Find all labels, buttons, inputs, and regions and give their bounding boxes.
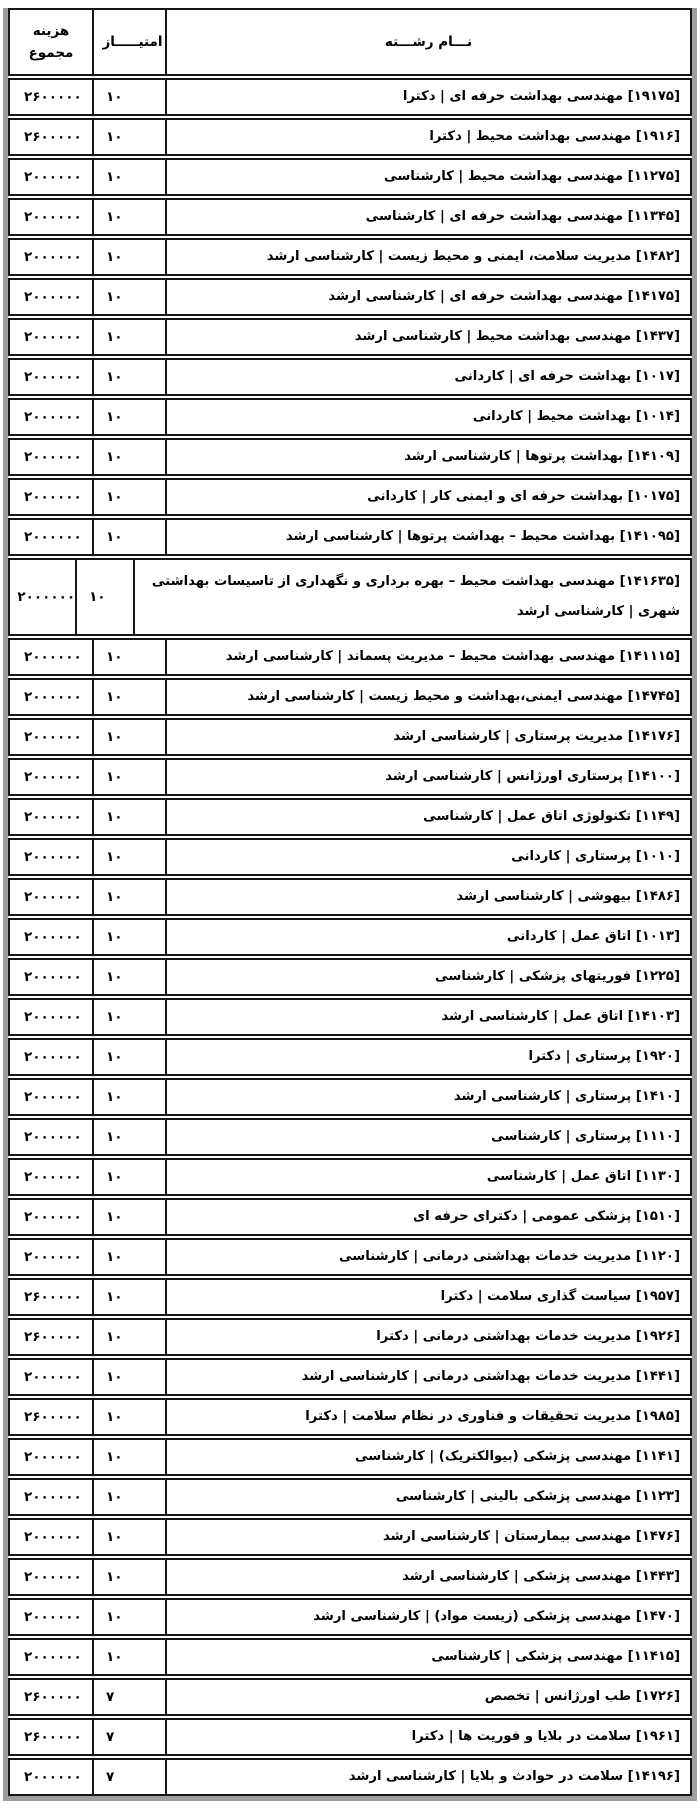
row-score xyxy=(94,1360,167,1394)
row-field-name: [۱۴۷۰] مهندسی پزشکی (زیست مواد) | کارشناسی ارشد xyxy=(313,1609,680,1624)
fee-table-frame xyxy=(3,8,697,1801)
row-score-value: ۱۰ xyxy=(106,409,123,425)
row-score xyxy=(94,520,167,554)
row-cost-value: ۲۰۰۰۰۰۰ xyxy=(24,769,82,785)
row-total-cost xyxy=(10,1080,94,1114)
row-cost-value: ۲۰۰۰۰۰۰ xyxy=(24,1169,82,1185)
table-row xyxy=(8,758,692,796)
row-score xyxy=(94,1000,167,1034)
row-total-cost xyxy=(10,1720,94,1754)
row-score-value: ۱۰ xyxy=(106,1089,123,1105)
header-score-label: امتیـــــاز xyxy=(102,34,163,50)
row-score xyxy=(94,1400,167,1434)
row-score-value: ۷ xyxy=(106,1689,115,1705)
row-total-cost xyxy=(10,880,94,914)
row-cost-value: ۲۰۰۰۰۰۰ xyxy=(24,809,82,825)
table-row xyxy=(8,198,692,236)
row-score xyxy=(94,800,167,834)
row-score xyxy=(94,1680,167,1714)
table-row xyxy=(8,1398,692,1436)
row-total-cost xyxy=(10,1640,94,1674)
table-row xyxy=(8,1318,692,1356)
row-score-value: ۱۰ xyxy=(106,889,123,905)
row-score-value: ۱۰ xyxy=(106,769,123,785)
table-row xyxy=(8,1278,692,1316)
row-cost-value: ۲۰۰۰۰۰۰ xyxy=(24,1249,82,1265)
row-score-value: ۱۰ xyxy=(106,1129,123,1145)
row-cost-value: ۲۶۰۰۰۰۰ xyxy=(24,89,82,105)
row-cost-value: ۲۰۰۰۰۰۰ xyxy=(24,249,82,265)
row-cost-value: ۲۰۰۰۰۰۰ xyxy=(24,1209,82,1225)
row-score-value: ۱۰ xyxy=(106,169,123,185)
table-row xyxy=(8,478,692,516)
header-cost-line2: مجموع xyxy=(28,45,74,61)
row-score-value: ۱۰ xyxy=(106,529,123,545)
table-row xyxy=(8,718,692,756)
row-score xyxy=(94,1080,167,1114)
row-score xyxy=(94,1320,167,1354)
row-score-value: ۱۰ xyxy=(106,329,123,345)
table-row xyxy=(8,918,692,956)
row-total-cost xyxy=(10,1240,94,1274)
table-row xyxy=(8,558,692,636)
row-cost-value: ۲۶۰۰۰۰۰ xyxy=(24,1329,82,1345)
row-total-cost xyxy=(10,1280,94,1314)
row-score-value: ۱۰ xyxy=(106,1329,123,1345)
row-score-value: ۱۰ xyxy=(106,809,123,825)
table-row xyxy=(8,1158,692,1196)
row-cost-value: ۲۰۰۰۰۰۰ xyxy=(24,1529,82,1545)
row-score-value: ۱۰ xyxy=(106,1569,123,1585)
header-score xyxy=(94,10,167,74)
row-total-cost xyxy=(10,320,94,354)
row-cost-value: ۲۰۰۰۰۰۰ xyxy=(24,689,82,705)
row-field-name: [۱۴۱۰] پرستاری | کارشناسی ارشد xyxy=(453,1089,680,1104)
row-field-name: [۱۴۱۷۶] مدیریت پرستاری | کارشناسی ارشد xyxy=(393,729,680,744)
table-row xyxy=(8,158,692,196)
table-row xyxy=(8,1478,692,1516)
row-score-value: ۱۰ xyxy=(106,129,123,145)
row-total-cost xyxy=(10,1160,94,1194)
row-cost-value: ۲۰۰۰۰۰۰ xyxy=(24,929,82,945)
table-row xyxy=(8,518,692,556)
row-score xyxy=(94,80,167,114)
row-score-value: ۱۰ xyxy=(106,929,123,945)
row-field-name: [۱۱۱۰] پرستاری | کارشناسی xyxy=(491,1129,680,1144)
row-field-name: [۱۹۲۰] پرستاری | دکترا xyxy=(528,1049,680,1064)
row-score xyxy=(94,1600,167,1634)
row-field-name: [۱۰۱۳] اتاق عمل | کاردانی xyxy=(506,929,680,944)
row-cost-value: ۲۰۰۰۰۰۰ xyxy=(24,369,82,385)
row-total-cost xyxy=(10,1480,94,1514)
row-total-cost xyxy=(10,1120,94,1154)
row-cost-value: ۲۶۰۰۰۰۰ xyxy=(24,129,82,145)
row-cost-value: ۲۰۰۰۰۰۰ xyxy=(24,409,82,425)
table-row xyxy=(8,638,692,676)
row-field-name: [۱۰۱۰] پرستاری | کاردانی xyxy=(511,849,680,864)
row-score-value: ۱۰ xyxy=(106,289,123,305)
table-row xyxy=(8,958,692,996)
row-field-name: [۱۰۱۷] بهداشت حرفه ای | کاردانی xyxy=(454,369,680,384)
row-cost-value: ۲۰۰۰۰۰۰ xyxy=(24,1049,82,1065)
table-row xyxy=(8,1598,692,1636)
row-score xyxy=(94,160,167,194)
row-score xyxy=(94,1280,167,1314)
table-row xyxy=(8,438,692,476)
row-score-value: ۱۰ xyxy=(106,849,123,865)
row-score xyxy=(94,1160,167,1194)
row-score-value: ۱۰ xyxy=(106,249,123,265)
row-field-name: [۱۹۱۶] مهندسی بهداشت محیط | دکترا xyxy=(429,129,680,144)
table-row xyxy=(8,878,692,916)
row-cost-value: ۲۰۰۰۰۰۰ xyxy=(24,849,82,865)
table-row xyxy=(8,1238,692,1276)
row-cost-value: ۲۰۰۰۰۰۰ xyxy=(24,1609,82,1625)
row-total-cost xyxy=(10,520,94,554)
table-row xyxy=(8,318,692,356)
row-score-value: ۱۰ xyxy=(106,1009,123,1025)
table-row xyxy=(8,1078,692,1116)
row-score-value: ۱۰ xyxy=(106,369,123,385)
table-row xyxy=(8,1038,692,1076)
row-score xyxy=(94,720,167,754)
row-score xyxy=(94,440,167,474)
row-total-cost xyxy=(10,1440,94,1474)
row-cost-value: ۲۰۰۰۰۰۰ xyxy=(24,489,82,505)
row-total-cost xyxy=(10,280,94,314)
table-row xyxy=(8,398,692,436)
row-score-value: ۱۰ xyxy=(106,1449,123,1465)
row-field-name: [۱۵۱۰] پزشکی عمومی | دکترای حرفه ای xyxy=(413,1209,680,1224)
row-total-cost xyxy=(10,560,77,634)
row-field-name: [۱۴۴۱] مدیریت خدمات بهداشتی درمانی | کارشناسی ارشد xyxy=(301,1369,680,1384)
row-cost-value: ۲۰۰۰۰۰۰ xyxy=(24,1369,82,1385)
table-row xyxy=(8,78,692,116)
row-cost-value: ۲۰۰۰۰۰۰ xyxy=(17,589,76,605)
row-cost-value: ۲۶۰۰۰۰۰ xyxy=(24,1689,82,1705)
row-field-name: [۱۱۲۳] مهندسی پزشکی بالینی | کارشناسی xyxy=(395,1489,680,1504)
row-score-value: ۱۰ xyxy=(106,1409,123,1425)
row-total-cost xyxy=(10,1040,94,1074)
table-row xyxy=(8,678,692,716)
row-score-value: ۱۰ xyxy=(106,969,123,985)
row-field-name: [۱۱۳۴۵] مهندسی بهداشت حرفه ای | کارشناسی xyxy=(365,209,680,224)
row-score xyxy=(94,640,167,674)
row-field-name: [۱۴۳۷] مهندسی بهداشت محیط | کارشناسی ارشد xyxy=(354,329,680,344)
row-field-name: [۱۱۳۰] اتاق عمل | کارشناسی xyxy=(486,1169,680,1184)
row-cost-value: ۲۰۰۰۰۰۰ xyxy=(24,1649,82,1665)
table-row xyxy=(8,1198,692,1236)
row-total-cost xyxy=(10,120,94,154)
row-total-cost xyxy=(10,1600,94,1634)
row-field-name: [۱۱۴۹] تکنولوژی اتاق عمل | کارشناسی xyxy=(423,809,680,824)
row-field-name: [۱۰۱۴] بهداشت محیط | کاردانی xyxy=(472,409,680,424)
row-total-cost xyxy=(10,640,94,674)
row-score-value: ۱۰ xyxy=(106,1209,123,1225)
row-cost-value: ۲۰۰۰۰۰۰ xyxy=(24,1129,82,1145)
row-field-name: [۱۴۱۱۱۵] مهندسی بهداشت محیط – مدیریت پسماند | کارشناسی ارشد xyxy=(225,649,680,664)
row-cost-value: ۲۰۰۰۰۰۰ xyxy=(24,209,82,225)
row-score xyxy=(94,1640,167,1674)
row-field-name: [۱۱۴۱] مهندسی پزشکی (بیوالکتریک) | کارشناسی xyxy=(354,1449,680,1464)
row-score xyxy=(94,880,167,914)
row-score-value: ۱۰ xyxy=(106,1289,123,1305)
row-score xyxy=(94,1760,167,1794)
table-row xyxy=(8,998,692,1036)
row-total-cost xyxy=(10,400,94,434)
row-total-cost xyxy=(10,680,94,714)
row-score-value: ۱۰ xyxy=(106,1249,123,1265)
table-row xyxy=(8,1518,692,1556)
table-row xyxy=(8,1118,692,1156)
row-score-value: ۱۰ xyxy=(106,1489,123,1505)
row-score xyxy=(94,1120,167,1154)
table-row xyxy=(8,798,692,836)
row-score xyxy=(94,240,167,274)
row-total-cost xyxy=(10,480,94,514)
row-score xyxy=(94,1240,167,1274)
row-total-cost xyxy=(10,720,94,754)
row-score xyxy=(94,1560,167,1594)
header-total-cost xyxy=(10,10,94,74)
row-score xyxy=(94,280,167,314)
row-score xyxy=(94,120,167,154)
table-row xyxy=(8,118,692,156)
row-field-name: [۱۴۱۰۳] اتاق عمل | کارشناسی ارشد xyxy=(441,1009,680,1024)
row-total-cost xyxy=(10,1560,94,1594)
row-score xyxy=(94,1040,167,1074)
row-total-cost xyxy=(10,200,94,234)
row-cost-value: ۲۰۰۰۰۰۰ xyxy=(24,889,82,905)
row-cost-value: ۲۰۰۰۰۰۰ xyxy=(24,729,82,745)
row-score xyxy=(94,1520,167,1554)
row-total-cost xyxy=(10,440,94,474)
row-total-cost xyxy=(10,1400,94,1434)
table-row xyxy=(8,1358,692,1396)
row-field-name: [۱۴۱۰۹] بهداشت پرتوها | کارشناسی ارشد xyxy=(404,449,680,464)
row-field-name: [۱۴۸۲] مدیریت سلامت، ایمنی و محیط زیست | کارشناسی ارشد xyxy=(266,249,680,264)
row-cost-value: ۲۰۰۰۰۰۰ xyxy=(24,1569,82,1585)
row-total-cost xyxy=(10,1200,94,1234)
row-field-name: [۱۰۱۷۵] بهداشت حرفه ای و ایمنی کار | کاردانی xyxy=(367,489,680,504)
row-total-cost xyxy=(10,240,94,274)
table-row xyxy=(8,1638,692,1676)
row-field-name: [۱۴۱۶۳۵] مهندسی بهداشت محیط – بهره برداری و نگهداری از تاسیسات بهداشتی شهری | کارشناسی ارشد xyxy=(151,574,680,619)
row-field-name: [۱۴۷۶] مهندسی بیمارستان | کارشناسی ارشد xyxy=(382,1529,680,1544)
row-score-value: ۱۰ xyxy=(106,1649,123,1665)
row-field-name: [۱۴۴۳] مهندسی پزشکی | کارشناسی ارشد xyxy=(402,1569,680,1584)
row-cost-value: ۲۶۰۰۰۰۰ xyxy=(24,1289,82,1305)
row-score-value: ۱۰ xyxy=(106,729,123,745)
row-score-value: ۱۰ xyxy=(106,1369,123,1385)
row-field-name: [۱۹۵۷] سیاست گذاری سلامت | دکترا xyxy=(440,1289,680,1304)
row-score-value: ۷ xyxy=(106,1769,115,1785)
row-score-value: ۱۰ xyxy=(106,1049,123,1065)
row-cost-value: ۲۰۰۰۰۰۰ xyxy=(24,449,82,465)
table-row xyxy=(8,238,692,276)
row-score-value: ۱۰ xyxy=(106,209,123,225)
row-field-name: [۱۴۱۰۹۵] بهداشت محیط – بهداشت پرتوها | کارشناسی ارشد xyxy=(285,529,680,544)
row-field-name: [۱۷۲۶] طب اورژانس | تخصص xyxy=(484,1689,680,1704)
row-field-name: [۱۱۲۰] مدیریت خدمات بهداشتی درمانی | کارشناسی xyxy=(338,1249,680,1264)
row-field-name: [۱۹۱۷۵] مهندسی بهداشت حرفه ای | دکترا xyxy=(402,89,680,104)
row-field-name: [۱۱۲۷۵] مهندسی بهداشت محیط | کارشناسی xyxy=(384,169,680,184)
row-total-cost xyxy=(10,960,94,994)
row-score xyxy=(94,760,167,794)
row-score-value: ۱۰ xyxy=(106,1609,123,1625)
row-field-name: [۱۴۱۹۶] سلامت در حوادث و بلایا | کارشناسی ارشد xyxy=(348,1769,680,1784)
row-score xyxy=(94,1440,167,1474)
row-total-cost xyxy=(10,1520,94,1554)
row-total-cost xyxy=(10,760,94,794)
row-cost-value: ۲۰۰۰۰۰۰ xyxy=(24,1489,82,1505)
row-score xyxy=(94,480,167,514)
table-body xyxy=(8,78,692,1796)
row-score xyxy=(77,560,135,634)
row-total-cost xyxy=(10,840,94,874)
row-score xyxy=(94,960,167,994)
row-cost-value: ۲۰۰۰۰۰۰ xyxy=(24,1089,82,1105)
row-score-value: ۷ xyxy=(106,1729,115,1745)
row-cost-value: ۲۰۰۰۰۰۰ xyxy=(24,329,82,345)
row-cost-value: ۲۰۰۰۰۰۰ xyxy=(24,169,82,185)
row-field-name: [۱۲۲۵] فوریتهای پزشکی | کارشناسی xyxy=(435,969,680,984)
row-total-cost xyxy=(10,1320,94,1354)
row-field-name: [۱۴۱۷۵] مهندسی بهداشت حرفه ای | کارشناسی ارشد xyxy=(328,289,680,304)
row-total-cost xyxy=(10,80,94,114)
row-field-name: [۱۹۶۱] سلامت در بلایا و فوریت ها | دکترا xyxy=(411,1729,680,1744)
header-field-name: نـــام رشـــته xyxy=(384,34,473,50)
table-row xyxy=(8,838,692,876)
row-cost-value: ۲۰۰۰۰۰۰ xyxy=(24,529,82,545)
row-field-name: [۱۹۸۵] مدیریت تحقیقات و فناوری در نظام سلامت | دکترا xyxy=(305,1409,680,1424)
row-cost-value: ۲۰۰۰۰۰۰ xyxy=(24,649,82,665)
row-score xyxy=(94,1720,167,1754)
row-cost-value: ۲۰۰۰۰۰۰ xyxy=(24,1009,82,1025)
row-cost-value: ۲۶۰۰۰۰۰ xyxy=(24,1409,82,1425)
row-score-value: ۱۰ xyxy=(106,449,123,465)
table-row xyxy=(8,1558,692,1596)
row-score-value: ۱۰ xyxy=(106,89,123,105)
row-total-cost xyxy=(10,920,94,954)
table-row xyxy=(8,1718,692,1756)
row-total-cost xyxy=(10,160,94,194)
row-score xyxy=(94,360,167,394)
table-row xyxy=(8,1438,692,1476)
page xyxy=(0,8,700,1813)
row-total-cost xyxy=(10,360,94,394)
row-cost-value: ۲۶۰۰۰۰۰ xyxy=(24,1729,82,1745)
row-score-value: ۱۰ xyxy=(106,1169,123,1185)
row-score xyxy=(94,320,167,354)
row-field-name: [۱۱۴۱۵] مهندسی پزشکی | کارشناسی xyxy=(431,1649,680,1664)
table-header-row xyxy=(8,8,692,76)
row-total-cost xyxy=(10,1360,94,1394)
row-score-value: ۱۰ xyxy=(106,649,123,665)
row-cost-value: ۲۰۰۰۰۰۰ xyxy=(24,969,82,985)
row-field-name: [۱۹۲۶] مدیریت خدمات بهداشتی درمانی | دکترا xyxy=(376,1329,680,1344)
row-total-cost xyxy=(10,1000,94,1034)
table-row xyxy=(8,358,692,396)
row-total-cost xyxy=(10,1680,94,1714)
row-score xyxy=(94,920,167,954)
row-score-value: ۱۰ xyxy=(106,1529,123,1545)
table-row xyxy=(8,1758,692,1796)
row-field-name: [۱۴۱۰۰] پرستاری اورژانس | کارشناسی ارشد xyxy=(385,769,680,784)
row-total-cost xyxy=(10,800,94,834)
row-score-value: ۱۰ xyxy=(106,489,123,505)
row-field-name: [۱۴۷۴۵] مهندسی ایمنی،بهداشت و محیط زیست | کارشناسی ارشد xyxy=(247,689,680,704)
row-cost-value: ۲۰۰۰۰۰۰ xyxy=(24,289,82,305)
row-score xyxy=(94,1200,167,1234)
row-score xyxy=(94,400,167,434)
header-cost-line1: هزینه xyxy=(32,23,70,39)
table-row xyxy=(8,278,692,316)
row-score-value: ۱۰ xyxy=(106,689,123,705)
table-row xyxy=(8,1678,692,1716)
row-score-value: ۱۰ xyxy=(89,589,106,605)
row-total-cost xyxy=(10,1760,94,1794)
row-score xyxy=(94,840,167,874)
row-cost-value: ۲۰۰۰۰۰۰ xyxy=(24,1449,82,1465)
row-score xyxy=(94,200,167,234)
row-score xyxy=(94,680,167,714)
row-field-name: [۱۴۸۶] بیهوشی | کارشناسی ارشد xyxy=(456,889,680,904)
row-score xyxy=(94,1480,167,1514)
row-cost-value: ۲۰۰۰۰۰۰ xyxy=(24,1769,82,1785)
